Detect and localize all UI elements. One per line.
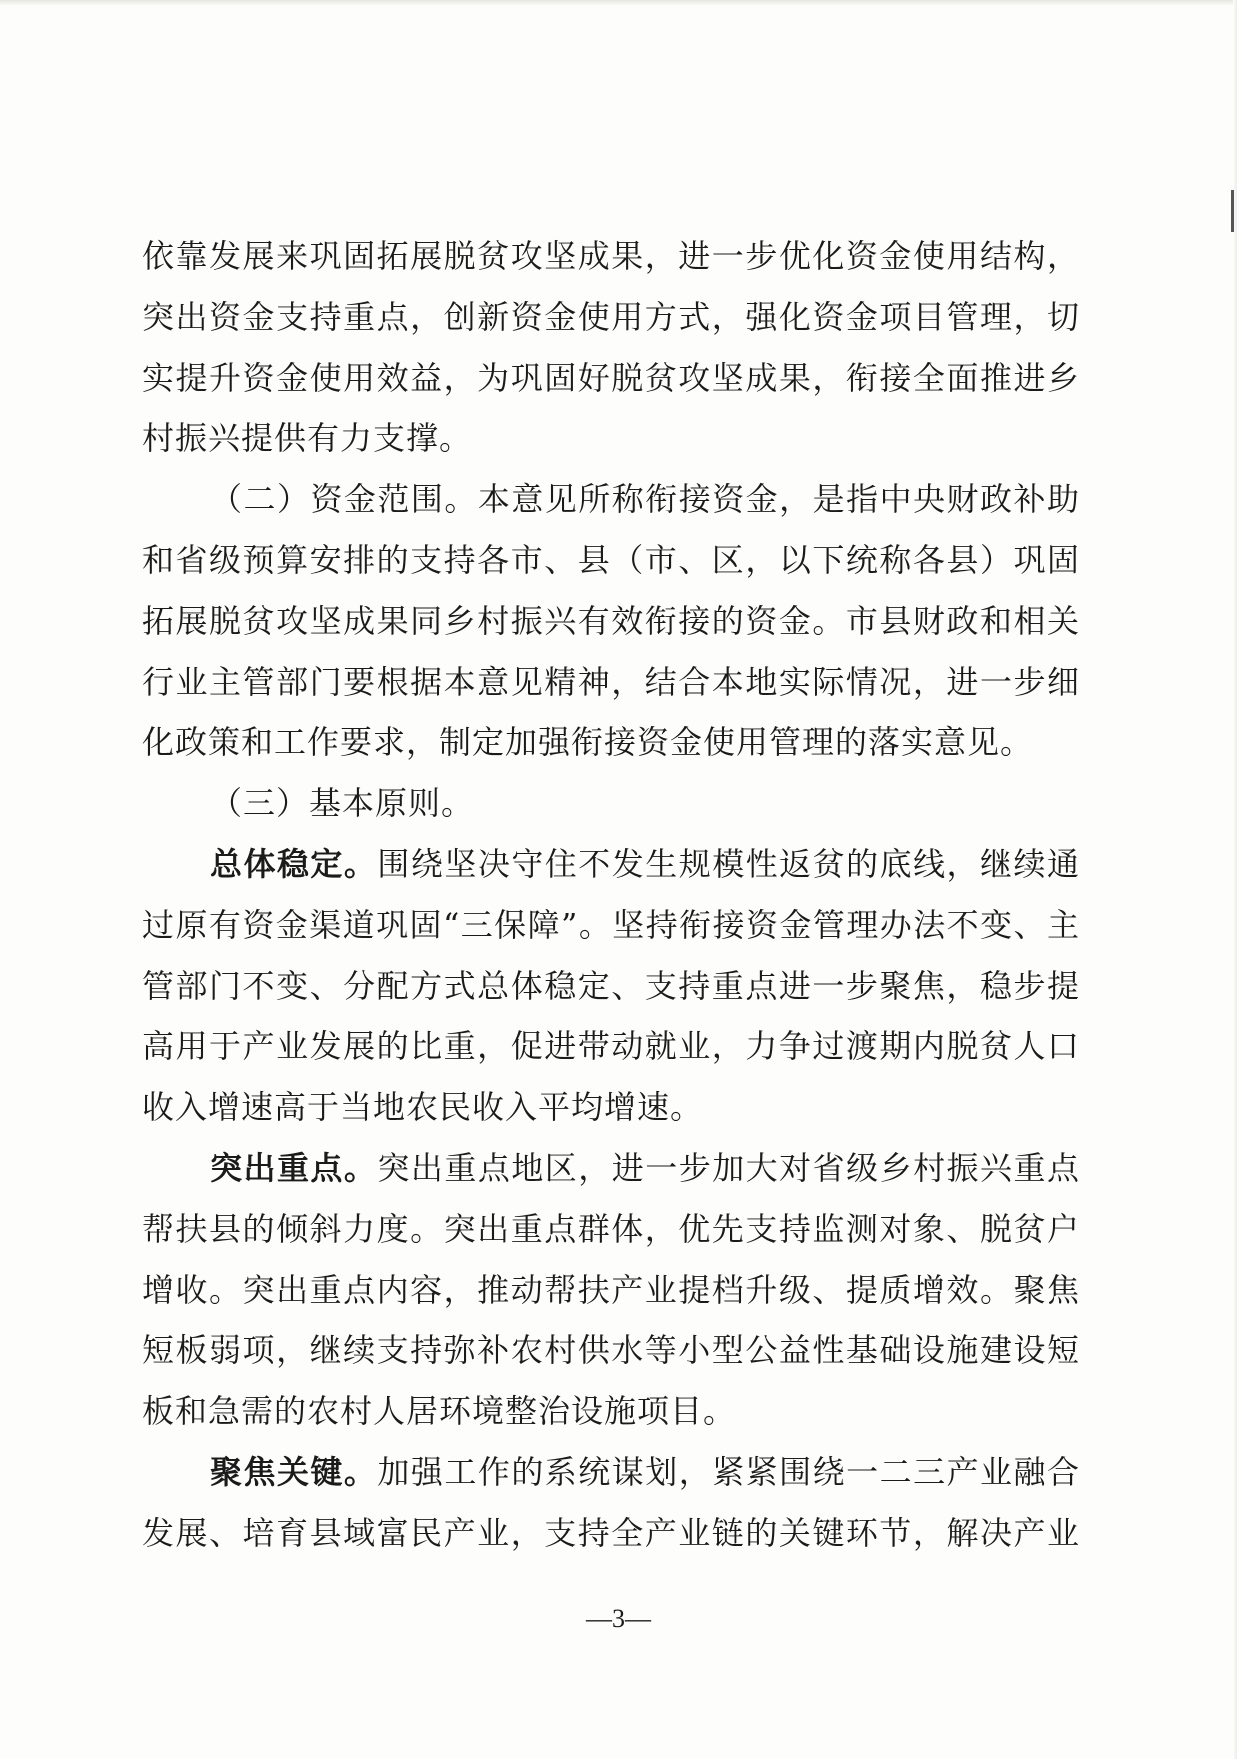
text-line: 行业主管部门要根据本意见精神，结合本地实际情况，进一步细 [142,662,1080,701]
text-line: 突出资金支持重点，创新资金使用方式，强化资金项目管理，切 [142,297,1080,336]
text-line: 短板弱项，继续支持弥补农村供水等小型公益性基础设施建设短 [142,1331,1080,1370]
text-line: 增收。突出重点内容，推动帮扶产业提档升级、提质增效。聚焦 [142,1270,1080,1309]
text-line: 板和急需的农村人居环境整治设施项目。 [142,1392,737,1431]
text-line: 帮扶县的倾斜力度。突出重点群体，优先支持监测对象、脱贫户 [142,1209,1080,1248]
text-line: 村振兴提供有力支撑。 [142,419,473,458]
text-line [142,1442,1080,1503]
scan-artifact-mark [1231,190,1234,232]
text-line: 拓展脱贫攻坚成果同乡村振兴有效衔接的资金。市县财政和相关 [142,601,1080,640]
section-heading-funding-scope: （二）资金范围。本意见所称衔接资金，是指中央财政补助 [210,480,1080,519]
text-span: 突出重点地区，进一步加大对省级乡村振兴重点 [377,1148,1080,1187]
text-line: 高用于产业发展的比重，促进带动就业，力争过渡期内脱贫人口 [142,1027,1080,1066]
principle-title: 聚焦关键。 [210,1452,378,1491]
text-line: 管部门不变、分配方式总体稳定、支持重点进一步聚焦，稳步提 [142,966,1080,1005]
scan-top-shadow [0,0,1237,6]
text-line: 依靠发展来巩固拓展脱贫攻坚成果，进一步优化资金使用结构， [142,237,1080,275]
scan-right-edge [1233,0,1237,1759]
text-span: 加强工作的系统谋划，紧紧围绕一二三产业融合 [377,1452,1080,1491]
principle-title: 总体稳定。 [210,844,378,883]
text-line: 化政策和工作要求，制定加强衔接资金使用管理的落实意见。 [142,723,1034,762]
text-line: 和省级预算安排的支持各市、县（市、区，以下统称各县）巩固 [142,540,1080,579]
principle-title: 突出重点。 [210,1148,378,1187]
text-line: 收入增速高于当地农民收入平均增速。 [142,1088,704,1127]
text-line [142,1138,1080,1199]
text-span: 围绕坚决守住不发生规模性返贫的底线，继续通 [377,844,1080,883]
section-heading-basic-principles: （三）基本原则。 [210,784,475,823]
document-body [142,226,1080,1564]
text-line: 发展、培育县域富民产业，支持全产业链的关键环节，解决产业 [142,1513,1080,1552]
text-line: 实提升资金使用效益，为巩固好脱贫攻坚成果，衔接全面推进乡 [142,358,1080,397]
page-number: —3— [586,1604,651,1633]
text-line [142,834,1080,895]
text-line: 过原有资金渠道巩固“三保障”。坚持衔接资金管理办法不变、主 [142,905,1080,944]
